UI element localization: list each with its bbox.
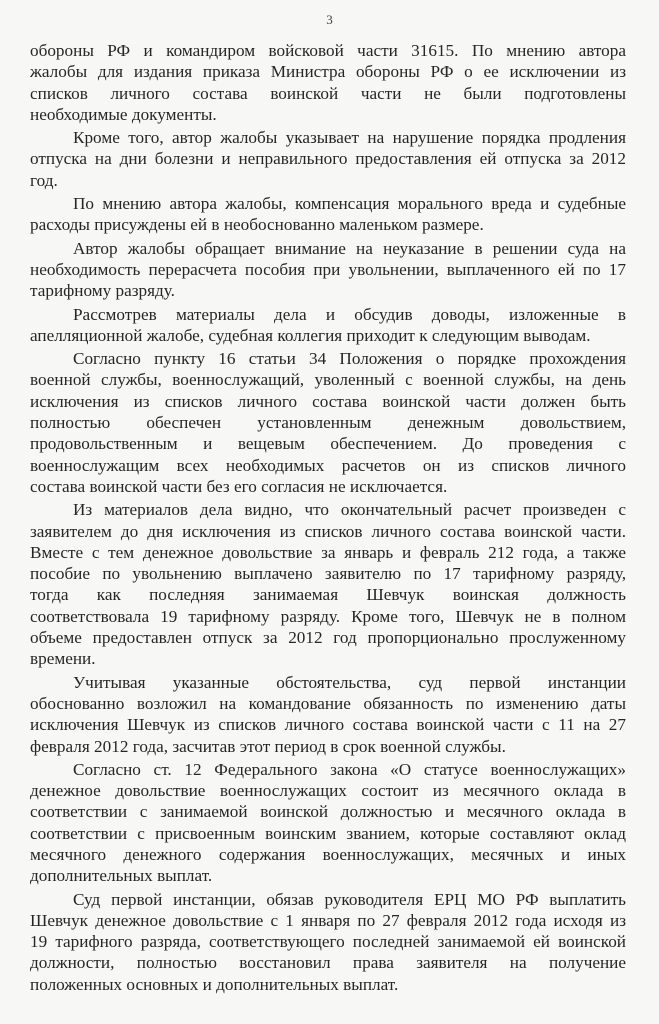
text-line: По мнению автора жалобы, компенсация морального вреда и судебные [73,194,626,214]
text-line: заявителем до дня исключения из списков личного состава воинской части. [30,521,626,541]
text-line: пособие по увольнению выплачено заявителю по 17 тарифному разряду, [30,564,626,584]
text-line: февраля 2012 года, засчитав этот период в срок военной службы. [30,736,506,756]
text-line: положенных основных и дополнительных выплат. [30,974,399,994]
text-line: Из материалов дела видно, что окончательный расчет произведен с [73,500,626,520]
text-line: Автор жалобы обращает внимание на неуказание в решении суда на [73,238,626,258]
text-line: полностью обеспечен установленным денежным довольствием, [30,413,626,433]
text-line: Кроме того, автор жалобы указывает на нарушение порядка продления [73,128,626,148]
text-line: военной службы, военнослужащий, уволенный с военной службы, на день [30,370,626,390]
text-line: обороны РФ и командиром войсковой части 31615. По мнению автора [30,41,626,60]
text-line: объеме предоставлен отпуск за 2012 год пропорционально прослуженному [30,628,626,648]
text-line: обоснованно возложил на командование обязанность по изменению даты [30,693,626,713]
text-line: жалобы для издания приказа Министра обороны РФ о ее исключении из [30,62,626,82]
text-line: необходимые документы. [30,104,217,124]
page-number: 3 [326,12,333,27]
text-line: Шевчук денежное довольствие с 1 января по 27 февраля 2012 года исходя из [30,910,626,930]
paragraph [30,238,626,302]
text-line: соответствовала 19 тарифному разряду. Кроме того, Шевчук не в полном [30,606,626,626]
text-line: Рассмотрев материалы дела и обсудив доводы, изложенные в [73,304,626,324]
text-line: Согласно ст. 12 Федерального закона «О статусе военнослужащих» [73,759,626,779]
text-line: Согласно пункту 16 статьи 34 Положения о порядке прохождения [73,349,626,369]
text-line: времени. [30,649,96,669]
text-line: 19 тарифного разряда, соответствующего последней занимаемой ей воинской [30,932,626,952]
text-line: исключения Шевчук из списков личного состава воинской части с 11 на 27 [30,715,626,735]
text-line: апелляционной жалобе, судебная коллегия приходит к следующим выводам. [30,325,591,345]
text-line: тарифному разряду. [30,281,175,301]
text-line: дополнительных выплат. [30,866,213,886]
text-line: тогда как последняя занимаемая Шевчук воинская должность [30,585,626,605]
paragraph [30,759,626,887]
text-line: год. [30,170,58,190]
text-line: военнослужащим всех необходимых расчетов он из списков личного [30,455,626,475]
paragraph [30,40,626,125]
text-line: списков личного состава воинской части не были подготовлены [30,83,626,103]
text-line: необходимость перерасчета пособия при увольнении, выплаченного ей по 17 [30,259,626,279]
text-line: соответствии с присвоенным воинским званием, которые составляют оклад [30,823,626,843]
paragraph [30,348,626,497]
paragraph [30,193,626,236]
text-line: Учитывая указанные обстоятельства, суд первой инстанции [73,672,626,692]
text-line: продовольственным и вещевым обеспечением. До проведения с [30,434,626,454]
paragraph [30,889,626,995]
text-line: должности, полностью восстановил права заявителя на получение [30,953,626,973]
document-body [30,40,626,997]
paragraph [30,499,626,669]
text-line: денежное довольствие военнослужащих состоит из месячного оклада в [30,781,626,801]
text-line: состава воинской части без его согласия не исключается. [30,476,448,496]
text-line: Вместе с тем денежное довольствие за январь и февраль 212 года, а также [30,542,626,562]
text-line: отпуска на дни болезни и неправильного предоставления ей отпуска за 2012 [30,149,626,169]
text-line: исключения из списков личного состава воинской части должен быть [30,391,626,411]
paragraph [30,304,626,347]
text-line: Суд первой инстанции, обязав руководителя ЕРЦ МО РФ выплатить [73,889,626,909]
paragraph [30,127,626,191]
paragraph [30,672,626,757]
text-line: месячного денежного содержания военнослужащих, месячных и иных [30,844,626,864]
text-line: расходы присуждены ей в необоснованно маленьком размере. [30,215,484,235]
text-line: соответствии с занимаемой воинской должностью и месячного оклада в [30,802,626,822]
